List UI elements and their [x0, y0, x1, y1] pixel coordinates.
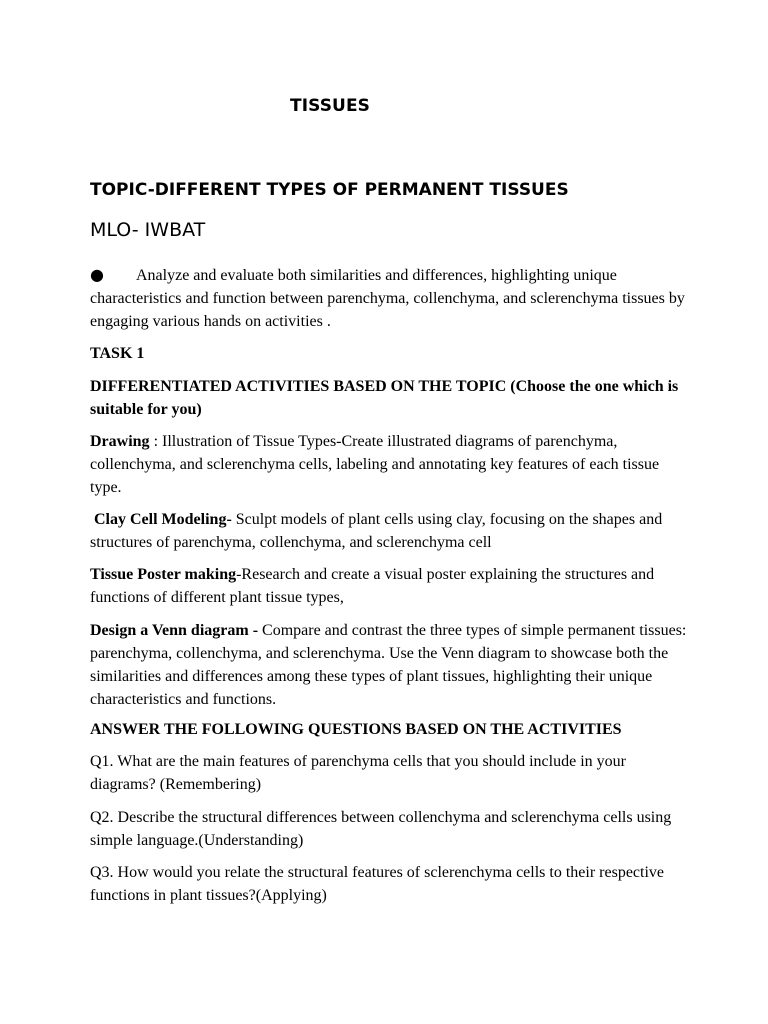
mlo-heading: MLO- IWBAT — [90, 219, 206, 241]
activity-text: Compare and contrast the three types of simple permanent tissues: parenchyma, collenchyma, and sclerenchyma. Use the Venn diagram to showcase both the similarities and differences among these types of plant tissues, highlighting their unique characteristics and functions. — [90, 622, 687, 708]
question-2: Q2. Describe the structural differences between collenchyma and sclerenchyma cells using simple language.(Understanding) — [90, 809, 672, 849]
activity-text: -Research and create a visual poster explaining the structures and functions of different plant tissue types, — [90, 566, 655, 606]
document-title: TISSUES — [290, 96, 371, 116]
activities-heading — [90, 375, 690, 421]
objective-paragraph — [90, 263, 690, 333]
task-heading — [90, 342, 690, 365]
topic-heading: TOPIC-DIFFERENT TYPES OF PERMANENT TISSUES — [90, 180, 569, 200]
activity-text: Sculpt models of plant cells using clay, focusing on the shapes and structures of parenchyma, collenchyma, and sclerenchyma cell — [90, 511, 663, 551]
activity-clay-modeling — [90, 508, 690, 554]
activity-venn-diagram — [90, 619, 690, 711]
activity-name: Clay Cell Modeling- — [90, 511, 232, 528]
activity-name: Tissue Poster making — [90, 566, 237, 583]
activity-poster — [90, 563, 690, 609]
task-heading-text: TASK 1 — [90, 345, 145, 362]
activities-heading-text: DIFFERENTIATED ACTIVITIES BASED ON THE TOPIC (Choose the one which is suitable for you) — [90, 378, 679, 418]
activity-drawing — [90, 430, 690, 499]
questions-heading-text: ANSWER THE FOLLOWING QUESTIONS BASED ON THE ACTIVITIES — [90, 721, 622, 738]
activity-name: Drawing — [90, 433, 150, 450]
questions-heading — [90, 718, 710, 741]
question-1: Q1. What are the main features of parenchyma cells that you should include in your diagrams? (Remembering) — [90, 753, 626, 793]
bullet-icon: ● — [90, 265, 104, 284]
question-3: Q3. How would you relate the structural features of sclerenchyma cells to their respective functions in plant tissues?(Applying) — [90, 864, 665, 904]
activity-name: Design a Venn diagram - — [90, 622, 259, 639]
objective-text: Analyze and evaluate both similarities and differences, highlighting unique characteristics and function between parenchyma, collenchyma, and sclerenchyma tissues by engaging various hands on activities . — [90, 267, 685, 330]
activity-text: : Illustration of Tissue Types-Create illustrated diagrams of parenchyma, collenchyma, and sclerenchyma cells, labeling and annotating key features of each tissue type. — [90, 433, 660, 496]
